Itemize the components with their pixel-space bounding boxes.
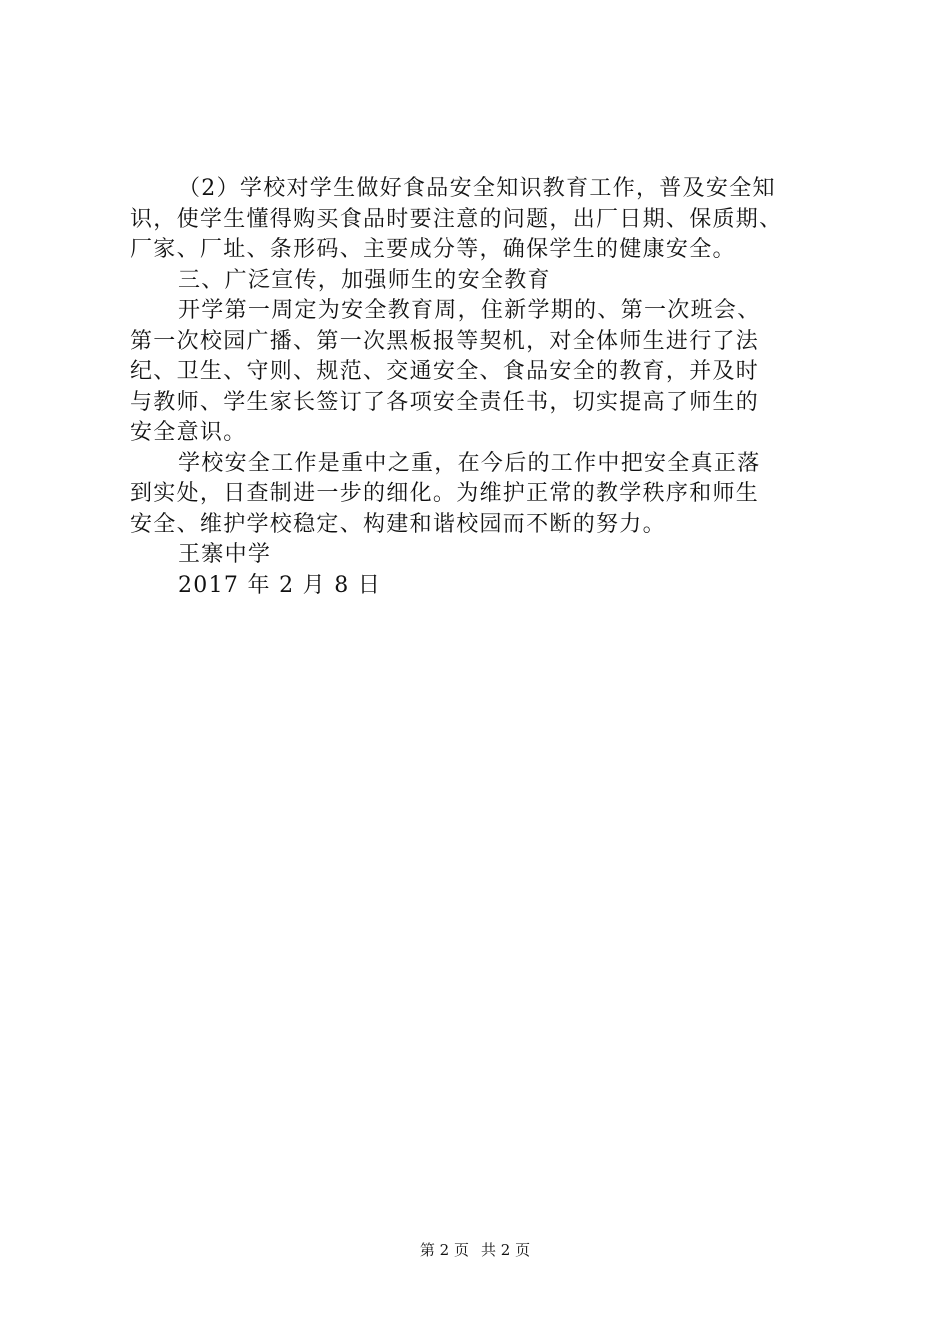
paragraph-line: 识，使学生懂得购买食品时要注意的问题，出厂日期、保质期、 [130,206,783,232]
paragraph-line: （2）学校对学生做好食品安全知识教育工作，普及安全知 [178,176,776,201]
paragraph-line: 到实处，日查制进一步的细化。为维护正常的教学秩序和师生 [130,481,760,506]
paragraph-line: 厂家、厂址、条形码、主要成分等，确保学生的健康安全。 [130,237,736,262]
paragraph-line: 第一次校园广播、第一次黑板报等契机，对全体师生进行了法 [130,328,760,354]
paragraph-line: 纪、卫生、守则、规范、交通安全、食品安全的教育，并及时 [130,359,760,384]
page-footer [0,1240,950,1260]
paragraph-line: 安全意识。 [130,420,247,445]
page-number: 第 2 页 [419,1241,469,1259]
signature-organization: 王寨中学 [178,542,272,567]
signature-date: 2017 年 2 月 8 日 [178,572,382,598]
paragraph-line: 安全、维护学校稳定、构建和谐校园而不断的努力。 [130,511,666,537]
paragraph-line: 与教师、学生家长签订了各项安全责任书，切实提高了师生的 [130,389,760,415]
paragraph-line: 学校安全工作是重中之重，在今后的工作中把安全真正落 [178,450,761,476]
paragraph-line: 开学第一周定为安全教育周，住新学期的、第一次班会、 [178,298,761,323]
page-total: 共 2 页 [481,1241,531,1259]
section-heading: 三、广泛宣传，加强师生的安全教育 [178,267,551,293]
document-body [130,174,842,601]
